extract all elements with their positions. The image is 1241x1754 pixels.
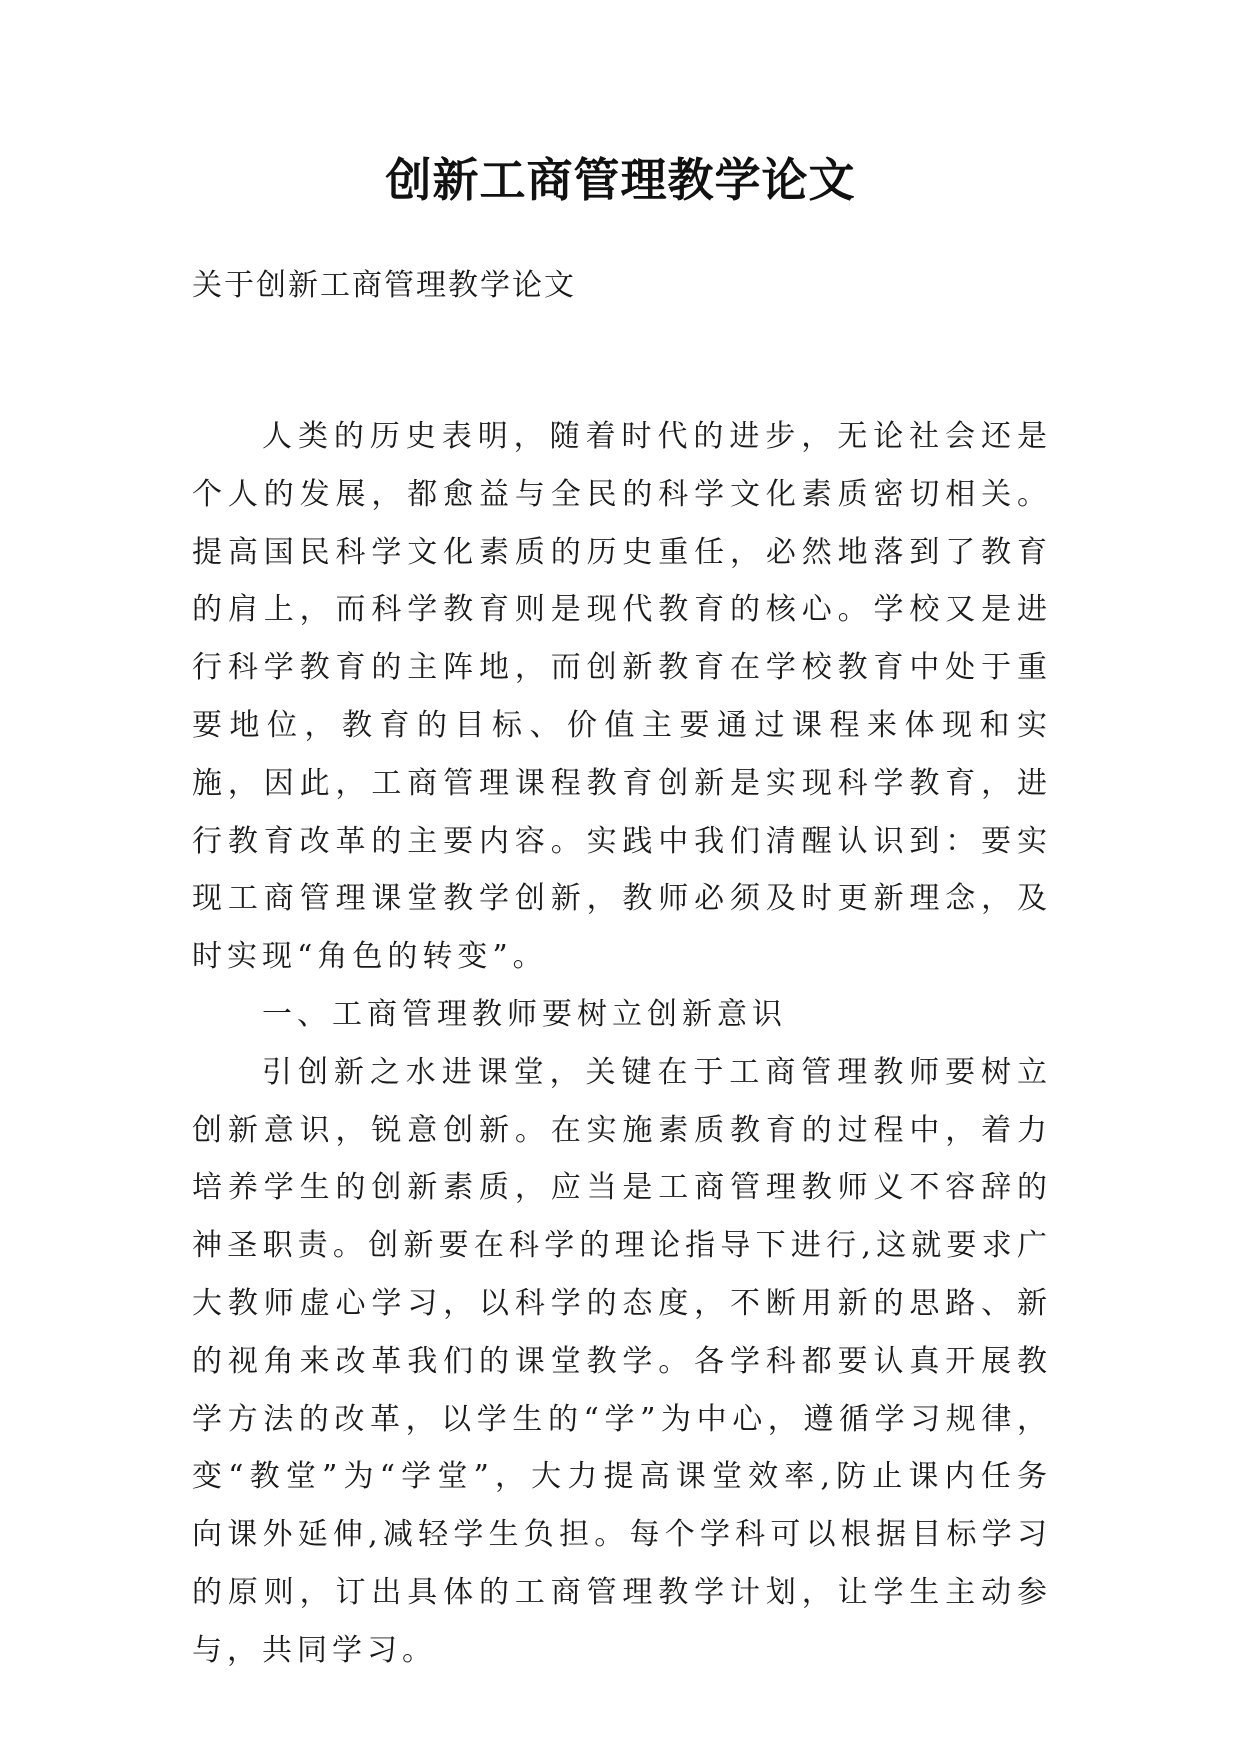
paragraph-intro: 人类的历史表明，随着时代的进步，无论社会还是个人的发展，都愈益与全民的科学文化素质密切相关。提高国民科学文化素质的历史重任，必然地落到了教育的肩上，而科学教育则是现代教育的核心。学校又是进行科学教育的主阵地，而创新教育在学校教育中处于重要地位，教育的目标、价值主要通过课程来体现和实施，因此，工商管理课程教育创新是实现科学教育，进行教育改革的主要内容。实践中我们清醒认识到：要实现工商管理课堂教学创新，教师必须及时更新理念，及时实现“角色的转变”。 (192, 419, 1052, 975)
section-heading-1: 一、工商管理教师要树立创新意识 (262, 996, 787, 1032)
document-title: 创新工商管理教学论文 (385, 153, 856, 207)
document-body (192, 408, 1052, 1680)
paragraph-section-1: 引创新之水进课堂，关键在于工商管理教师要树立创新意识，锐意创新。在实施素质教育的过程中，着力培养学生的创新素质，应当是工商管理教师义不容辞的神圣职责。创新要在科学的理论指导下进行,这就要求广大教师虚心学习，以科学的态度，不断用新的思路、新的视角来改革我们的课堂教学。各学科都要认真开展教学方法的改革，以学生的“学”为中心，遵循学习规律，变“教堂”为“学堂”，大力提高课堂效率,防止课内任务向课外延伸,减轻学生负担。每个学科可以根据目标学习的原则，订出具体的工商管理教学计划，让学生主动参与，共同学习。 (192, 1054, 1052, 1668)
document-subtitle: 关于创新工商管理教学论文 (192, 268, 576, 303)
